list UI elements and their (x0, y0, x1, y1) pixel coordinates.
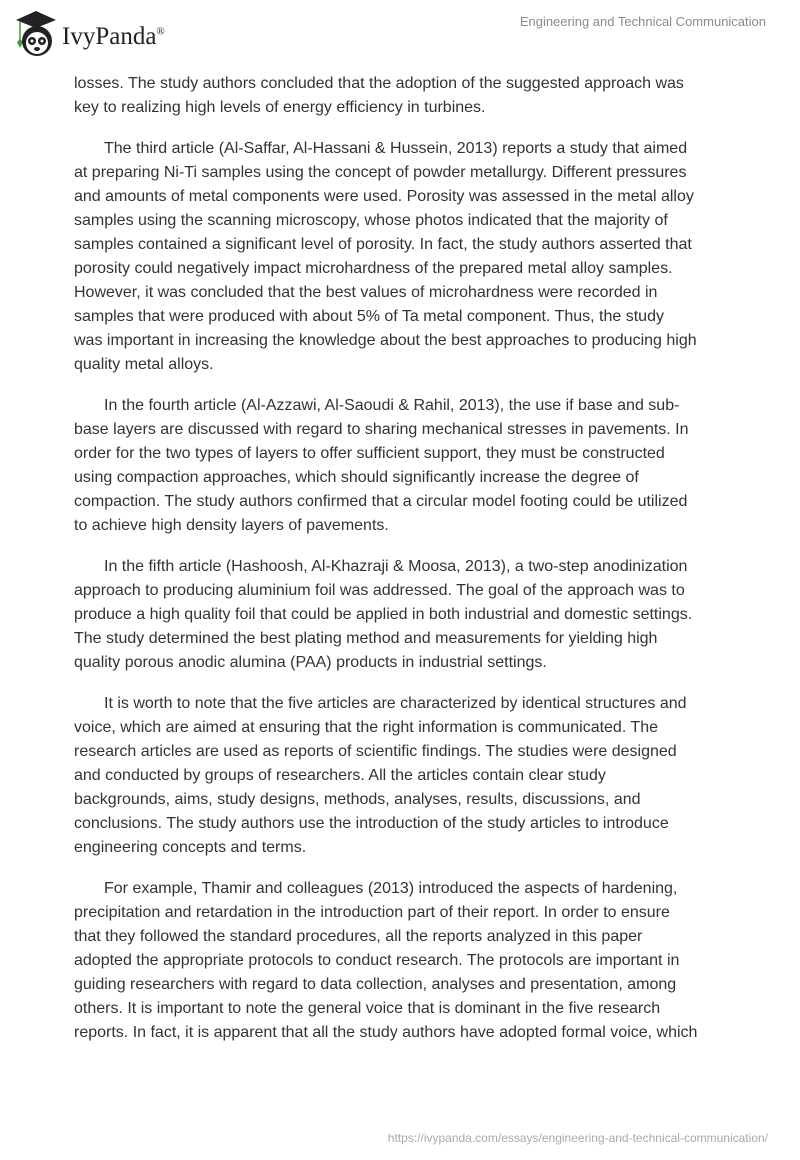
ivypanda-logo[interactable] (12, 8, 165, 58)
document-title: Engineering and Technical Communication (519, 14, 766, 29)
text-line: conclusions. The study authors use the introduction of the study articles to introduce (74, 815, 669, 832)
paragraph (74, 692, 734, 860)
text-line: others. It is important to note the general voice that is dominant in the five research (74, 1000, 661, 1017)
text-line: using compaction approaches, which should significantly increase the degree of (74, 469, 639, 486)
text-line: produce a high quality foil that could be applied in both industrial and domestic settings. (74, 606, 693, 623)
text-line: to achieve high density layers of pavements. (74, 517, 389, 534)
text-line: approach to producing aluminium foil was addressed. The goal of the approach was to (74, 582, 685, 599)
text-line: and amounts of metal components were used. Porosity was assessed in the metal alloy (74, 188, 694, 205)
text-line: porosity could negatively impact microhardness of the prepared metal alloy samples. (74, 260, 673, 277)
essay-body (74, 72, 734, 1062)
text-line: quality porous anodic alumina (PAA) products in industrial settings. (74, 654, 547, 671)
text-line: In the fifth article (Hashoosh, Al-Khazraji & Moosa, 2013), a two-step anodinization (104, 558, 688, 575)
text-line: engineering concepts and terms. (74, 839, 307, 856)
text-line: that they followed the standard procedures, all the reports analyzed in this paper (74, 928, 643, 945)
text-line: precipitation and retardation in the introduction part of their report. In order to ensure (74, 904, 670, 921)
text-line: samples using the scanning microscopy, whose photos indicated that the majority of (74, 212, 668, 229)
text-line: research articles are used as reports of scientific findings. The studies were designed (74, 743, 677, 760)
paragraph (74, 394, 734, 538)
text-line: It is worth to note that the five articles are characterized by identical structures and (104, 695, 687, 712)
source-url[interactable]: https://ivypanda.com/essays/engineering-and-technical-communication/ (387, 1131, 768, 1145)
text-line: guiding researchers with regard to data collection, analyses and presentation, among (74, 976, 677, 993)
text-line: quality metal alloys. (74, 356, 214, 373)
paragraph (74, 72, 734, 120)
text-line: In the fourth article (Al-Azzawi, Al-Saoudi & Rahil, 2013), the use if base and sub- (104, 397, 680, 414)
text-line: The third article (Al-Saffar, Al-Hassani & Hussein, 2013) reports a study that aimed (104, 140, 688, 157)
panda-logo-icon (12, 8, 56, 58)
text-line: For example, Thamir and colleagues (2013) introduced the aspects of hardening, (104, 880, 678, 897)
text-line: samples that were produced with about 5% of Ta metal component. Thus, the study (74, 308, 664, 325)
text-line: was important in increasing the knowledge about the best approaches to producing high (74, 332, 697, 349)
text-line: order for the two types of layers to offer sufficient support, they must be constructed (74, 445, 665, 462)
text-line: reports. In fact, it is apparent that all the study authors have adopted formal voice, which (74, 1024, 698, 1041)
text-line: at preparing Ni-Ti samples using the concept of powder metallurgy. Different pressures (74, 164, 687, 181)
paragraph (74, 877, 734, 1045)
text-line: adopted the appropriate protocols to conduct research. The protocols are important in (74, 952, 680, 969)
text-line: backgrounds, aims, study designs, methods, analyses, results, discussions, and (74, 791, 641, 808)
brand-name: IvyPanda® (62, 23, 165, 50)
text-line: losses. The study authors concluded that the adoption of the suggested approach was (74, 75, 684, 92)
paragraph (74, 137, 734, 377)
text-line: samples contained a significant level of porosity. In fact, the study authors asserted that (74, 236, 692, 253)
text-line: However, it was concluded that the best values of microhardness were recorded in (74, 284, 658, 301)
paragraph (74, 555, 734, 675)
text-line: voice, which are aimed at ensuring that the right information is communicated. The (74, 719, 658, 736)
text-line: compaction. The study authors confirmed that a circular model footing could be utilized (74, 493, 688, 510)
text-line: key to realizing high levels of energy efficiency in turbines. (74, 99, 486, 116)
text-line: The study determined the best plating method and measurements for yielding high (74, 630, 658, 647)
text-line: and conducted by groups of researchers. All the articles contain clear study (74, 767, 606, 784)
text-line: base layers are discussed with regard to sharing mechanical stresses in pavements. In (74, 421, 689, 438)
